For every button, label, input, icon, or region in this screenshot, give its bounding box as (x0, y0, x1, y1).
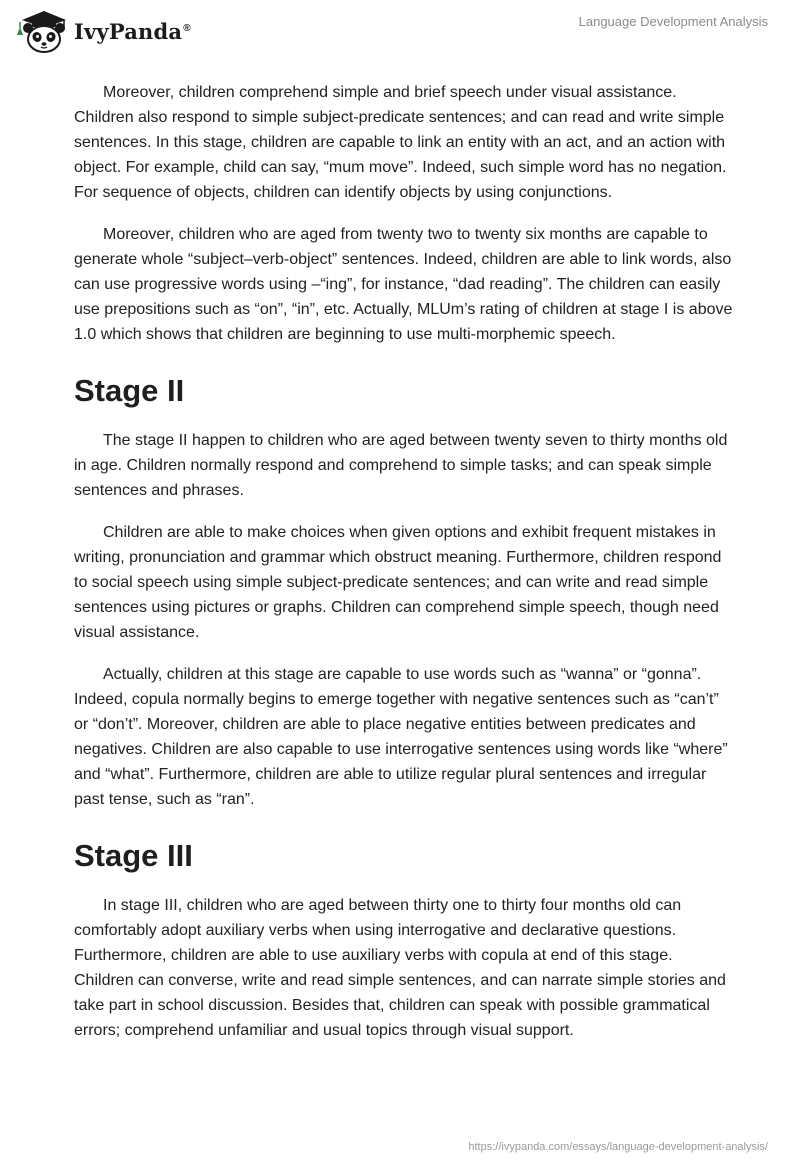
registered-mark: ® (183, 22, 191, 34)
brand-name: IvyPanda® (74, 18, 191, 44)
page-header (0, 0, 800, 60)
document-title: Language Development Analysis (578, 14, 768, 29)
paragraph-stage3-1: In stage III, children who are aged between thirty one to thirty four months old can comfortably adopt auxiliary verbs when using interrogative and declarative questions. Furthermore, children are able to use auxiliary verbs with copula at end of this stage. Children can converse, write and read simple sentences, and can narrate simple stories and take part in school discussion. Besides that, children can speak with possible grammatical errors; comprehend unfamiliar and usual topics through visual support. (74, 897, 726, 1039)
paragraph-intro-1: Moreover, children comprehend simple and brief speech under visual assistance. Children also respond to simple subject-predicate sentences; and can read and write simple sentences. In this stage, children are capable to link an entity with an act, and an action with object. For example, child can say, “mum move”. Indeed, such simple word has no negation. For sequence of objects, children can identify objects by using conjunctions. (74, 84, 727, 201)
heading-stage-3: Stage III (74, 838, 193, 873)
essay-content (74, 80, 734, 1060)
paragraph-stage2-2: Children are able to make choices when given options and exhibit frequent mistakes in writing, pronunciation and grammar which obstruct meaning. Furthermore, children respond to social speech using simple subject-predicate sentences; and can write and read simple sentences using pictures or graphs. Children can comprehend simple speech, though need visual assistance. (74, 524, 722, 641)
paragraph-stage2-1: The stage II happen to children who are aged between twenty seven to thirty months old in age. Children normally respond and comprehend to simple tasks; and can speak simple sentences and phrases. (74, 432, 728, 499)
panda-graduation-cap-icon (14, 8, 70, 54)
heading-stage-2: Stage II (74, 373, 185, 408)
source-url[interactable]: https://ivypanda.com/essays/language-development-analysis/ (468, 1141, 768, 1153)
paragraph-intro-2: Moreover, children who are aged from twenty two to twenty six months are capable to generate whole “subject–verb-object” sentences. Indeed, children are able to link words, also can use progressive words using –“ing”, for instance, “dad reading”. The children can easily use prepositions such as “on”, “in”, etc. Actually, MLUm’s rating of children at stage I is above 1.0 which shows that children are beginning to use multi-morphemic speech. (74, 226, 733, 343)
paragraph-stage2-3: Actually, children at this stage are capable to use words such as “wanna” or “gonna”. Indeed, copula normally begins to emerge together with negative sentences such as “can’t” or “don’t”. Moreover, children are able to place negative entities between predicates and negatives. Children are also capable to use interrogative sentences using words like “where” and “what”. Furthermore, children are able to utilize regular plural sentences and irregular past tense, such as “ran”. (74, 666, 728, 808)
brand-logo[interactable] (14, 8, 191, 54)
